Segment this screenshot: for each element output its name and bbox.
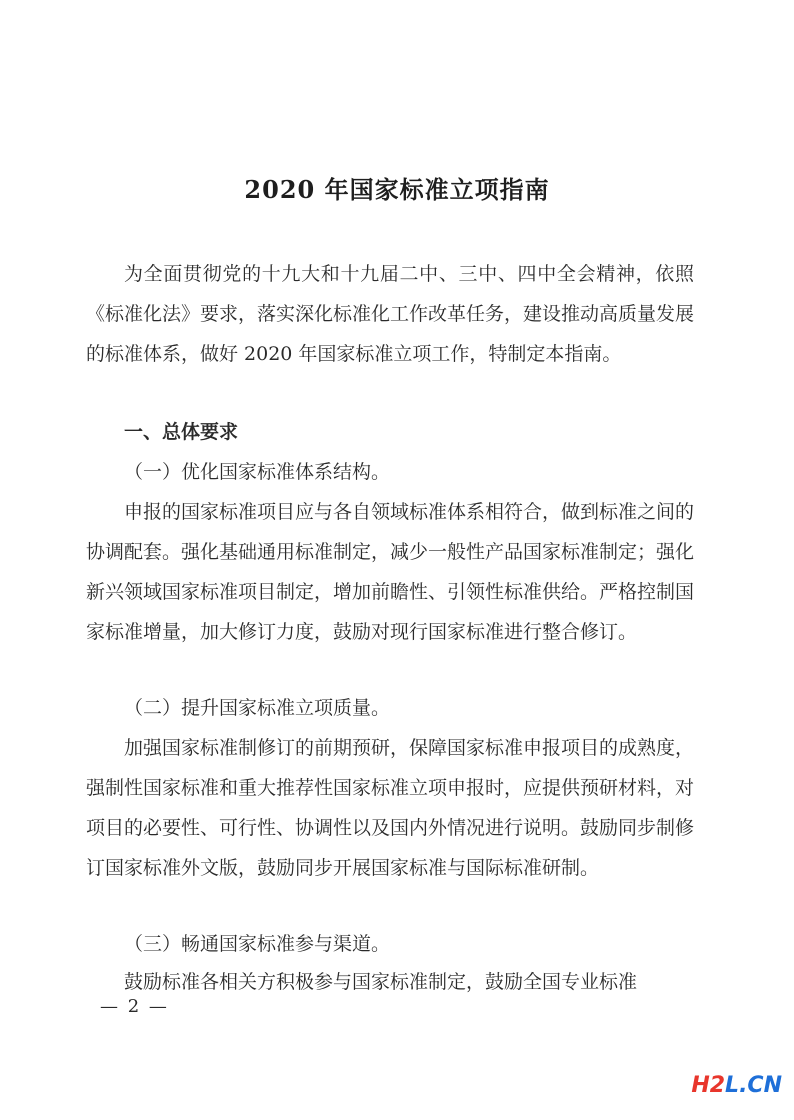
subsection-body-3: 鼓励标准各相关方积极参与国家标准制定，鼓励全国专业标准 [124, 971, 638, 993]
intro-paragraph: 为全面贯彻党的十九大和十九届二中、三中、四中全会精神，依照《标准化法》要求，落实深化标准化工作改革任务，建设推动高质量发展的标准体系，做好 2020 年国家标准立项工作，特制定本指南。 [86, 263, 695, 365]
subsection-body-1: 申报的国家标准项目应与各自领域标准体系相符合，做到标准之间的协调配套。强化基础通用标准制定，减少一般性产品国家标准制定；强化新兴领域国家标准项目制定，增加前瞻性、引领性标准供给。严格控制国家标准增量，加大修订力度，鼓励对现行国家标准进行整合修订。 [86, 501, 695, 643]
subsection-body-2: 加强国家标准制修订的前期预研，保障国家标准申报项目的成熟度，强制性国家标准和重大推荐性国家标准立项申报时，应提供预研材料，对项目的必要性、可行性、协调性以及国内外情况进行说明。鼓励同步制修订国家标准外文版，鼓励同步开展国家标准与国际标准研制。 [86, 737, 695, 879]
section-heading-general-requirements: 一、总体要求 [124, 421, 239, 443]
site-watermark-logo [691, 1073, 782, 1098]
document-title: 2020 年国家标准立项指南 [244, 175, 550, 204]
watermark-part-a: H2 [691, 1073, 726, 1098]
page-number: — 2 — [100, 996, 169, 1017]
subsection-heading-1: （一）优化国家标准体系结构。 [124, 461, 391, 483]
watermark-part-b: L [725, 1073, 740, 1098]
subsection-heading-3: （三）畅通国家标准参与渠道。 [124, 933, 391, 955]
subsection-heading-2: （二）提升国家标准立项质量。 [124, 697, 391, 719]
watermark-part-c: .CN [739, 1073, 782, 1098]
